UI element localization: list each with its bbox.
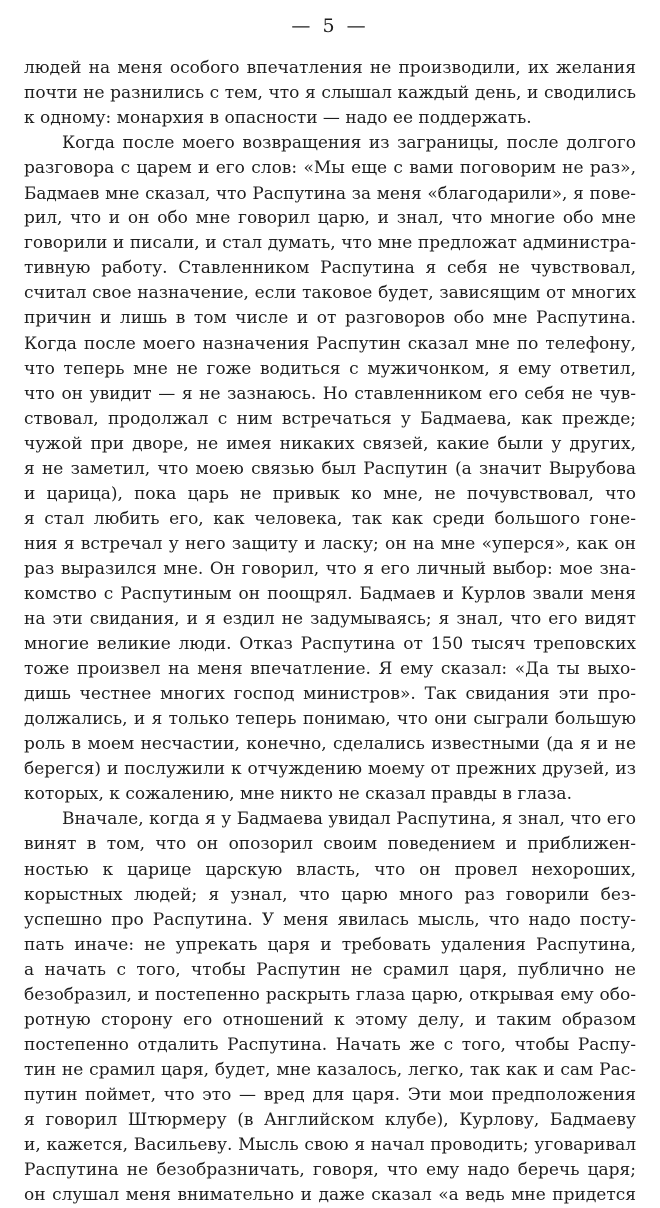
text-line: рил, что и он обо мне говорил царю, и знал, что многие обо мне	[24, 208, 636, 229]
text-line: причин и лишь в том числе и от разговоров обо мне Распутина.	[24, 308, 636, 329]
text-line: роль в моем несчастии, конечно, сделались известными (да я и не	[24, 734, 636, 755]
text-line: а начать с того, чтобы Распутин не срамил царя, публично не	[24, 959, 636, 980]
text-line: считал свое назначение, если таковое будет, зависящим от многих	[24, 283, 636, 304]
text-line: ностью к царице царскую власть, что он провел нехороших,	[24, 859, 636, 880]
text-line: к одному: монархия в опасности — надо ее поддержать.	[24, 108, 532, 129]
text-line: тивную работу. Ставленником Распутина я себя не чувствовал,	[24, 258, 636, 279]
text-line: я стал любить его, как человека, так как среди большого гоне-	[24, 508, 636, 529]
text-line: почти не разнились с тем, что я слышал каждый день, и сводились	[24, 83, 636, 104]
text-line: ротную сторону его отношений к этому делу, и таким образом	[24, 1009, 636, 1030]
text-line: пать иначе: не упрекать царя и требовать удаления Распутина,	[24, 934, 636, 955]
page-number: — 5 —	[291, 15, 369, 37]
text-line: Распутина не безобразничать, говоря, что ему надо беречь царя;	[24, 1160, 636, 1181]
text-line: тин не срамил царя, будет, мне казалось, легко, так как и сам Рас-	[24, 1059, 636, 1080]
text-line: и, кажется, Васильеву. Мысль свою я начал проводить; уговаривал	[24, 1135, 636, 1156]
text-line: винят в том, что он опозорил своим поведением и приближен-	[24, 834, 636, 855]
text-line: раз выразился мне. Он говорил, что я его личный выбор: мое зна-	[24, 558, 636, 579]
text-line: постепенно отдалить Распутина. Начать же с того, чтобы Распу-	[24, 1034, 636, 1055]
text-line: успешно про Распутина. У меня явилась мысль, что надо посту-	[24, 909, 636, 930]
text-line: что он увидит — я не зазнаюсь. Но ставленником его себя не чув-	[24, 383, 636, 404]
body-text	[24, 56, 636, 1208]
text-line: Бадмаев мне сказал, что Распутина за меня «благодарили», я пове-	[24, 183, 636, 204]
text-line: Когда после моего назначения Распутин сказал мне по телефону,	[24, 333, 636, 354]
text-line: я не заметил, что моею связью был Распутин (а значит Вырубова	[24, 458, 636, 479]
text-line: корыстных людей; я узнал, что царю много раз говорили без-	[24, 884, 636, 905]
text-line: дишь честнее многих господ министров». Так свидания эти про-	[24, 684, 636, 705]
text-line: берегся) и послужили к отчуждению моему от прежних друзей, из	[24, 759, 636, 780]
text-line: многие великие люди. Отказ Распутина от 150 тысяч треповских	[24, 634, 636, 655]
text-line: тоже произвел на меня впечатление. Я ему сказал: «Да ты выхо-	[24, 659, 636, 680]
text-line: и царица), пока царь не привык ко мне, не почувствовал, что	[24, 483, 636, 504]
text-line: Вначале, когда я у Бадмаева увидал Распутина, я знал, что его	[62, 809, 636, 830]
text-line: что теперь мне не гоже водиться с мужичонком, я ему ответил,	[24, 358, 636, 379]
text-line: людей на меня особого впечатления не производили, их желания	[24, 58, 636, 78]
text-line: ствовал, продолжал с ним встречаться у Бадмаева, как прежде;	[24, 408, 636, 429]
text-line: путин поймет, что это — вред для царя. Эти мои предположения	[24, 1084, 636, 1105]
text-line: он слушал меня внимательно и даже сказал «а ведь мне придется	[24, 1185, 636, 1206]
text-line: я говорил Штюрмеру (в Английском клубе), Курлову, Бадмаеву	[24, 1109, 636, 1130]
text-line: на эти свидания, и я ездил не задумываясь; я знал, что его видят	[24, 609, 636, 630]
text-line: безобразил, и постепенно раскрыть глаза царю, открывая ему обо-	[24, 984, 636, 1005]
text-line: должались, и я только теперь понимаю, что они сыграли большую	[24, 709, 636, 730]
text-line: ния я встречал у него защиту и ласку; он на мне «уперся», как он	[24, 533, 636, 554]
text-line: чужой при дворе, не имея никаких связей, какие были у других,	[24, 433, 636, 454]
text-line: комство с Распутиным он поощрял. Бадмаев и Курлов звали меня	[24, 583, 636, 604]
text-line: Когда после моего возвращения из заграницы, после долгого	[62, 133, 636, 154]
text-line: разговора с царем и его слов: «Мы еще с вами поговорим не раз»,	[24, 158, 636, 179]
text-line: говорили и писали, и стал думать, что мне предложат администра-	[24, 233, 636, 254]
text-line: которых, к сожалению, мне никто не сказал правды в глаза.	[24, 784, 572, 805]
